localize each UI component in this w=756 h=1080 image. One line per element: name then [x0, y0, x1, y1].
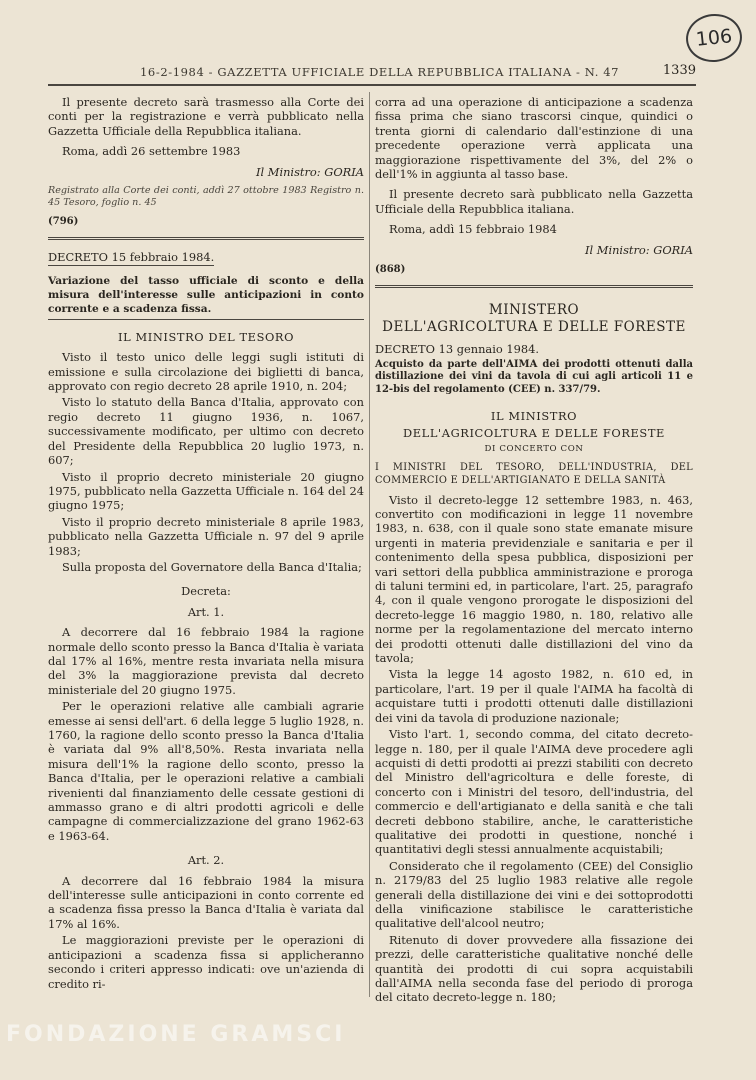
- left-column: [48, 95, 364, 993]
- article-paragraph: A decorrere dal 16 febbraio 1984 la ragione normale dello sconto presso la Banca d'Italia è variata dal 17% al 16%, mentre resta invariata nella misura del 3% la maggiorazione prevista dal decreto ministeriale del 20 giugno 1975.: [48, 625, 364, 697]
- minister-signature: Il Ministro: GORIA: [585, 242, 693, 257]
- concert-line: DI CONCERTO CON: [484, 444, 584, 455]
- header-rule: [48, 84, 696, 86]
- document-code: (796): [48, 216, 79, 228]
- premise-paragraph: Sulla proposta del Governatore della Banca d'Italia;: [62, 559, 362, 574]
- issuer-heading: IL MINISTRO: [490, 409, 578, 424]
- decree-title: Acquisto da parte dell'AIMA dei prodotti ottenuti dalla distillazione dei vini da tavola di cui agli articoli 11 e 12-bis del regolamento (CEE) n. 337/79.: [375, 358, 693, 395]
- article-paragraph: Per le operazioni relative alle cambiali agrarie emesse ai sensi dell'art. 6 della legge 5 luglio 1928, n. 1760, la ragione dello sconto presso la Banca d'Italia è variata dal 9% all'8,50%. Resta invariata nella misura dell'1% la ragione dello sconto, presso la Banca d'Italia, per le operazioni relative a cambiali rivenienti dal finanziamento delle cessate gestioni di ammasso grano e di altri prodotti agricoli e delle campagne di commercializzazione del grano 1962-63 e 1963-64.: [48, 699, 364, 843]
- issuer-heading: DELL'AGRICOLTURA E DELLE FORESTE: [403, 425, 665, 440]
- premise-paragraph: Ritenuto di dover provvedere alla fissazione dei prezzi, delle caratteristiche qualitative nonché delle quantità dei prodotti di cui sopra acquistabili dall'AIMA nella seconda fase del periodo di proroga del citato decreto-legge n. 180;: [375, 932, 693, 1005]
- decreta-heading: Decreta:: [181, 584, 231, 599]
- article-paragraph: Le maggiorazioni previste per le operazioni di anticipazioni a scadenza fissa si applicheranno secondo i criteri appresso indicati: ove un'azienda di credito ri-: [48, 933, 364, 991]
- section-separator: [375, 285, 693, 288]
- premise-paragraph: Visto il proprio decreto ministeriale 20 giugno 1975, pubblicato nella Gazzetta Ufficiale n. 164 del 24 giugno 1975;: [48, 469, 364, 513]
- date-line: Roma, addì 26 settembre 1983: [62, 144, 241, 159]
- premise-paragraph: Vista la legge 14 agosto 1982, n. 610 ed, in particolare, l'art. 19 per il quale l'AIMA ha facoltà di acquistare tutti i prodotti ottenuti dalle distillazioni dei vini da tavola di produzione nazionale;: [375, 667, 693, 725]
- decree-date: DECRETO 15 febbraio 1984.: [48, 250, 215, 265]
- issuer-heading: IL MINISTRO DEL TESORO: [117, 329, 295, 344]
- decree-date: DECRETO 13 gennaio 1984.: [375, 342, 539, 357]
- date-line: Roma, addì 15 febbraio 1984: [389, 222, 557, 237]
- header-title: 16-2-1984 - GAZZETTA UFFICIALE DELLA REPUBBLICA ITALIANA - N. 47: [140, 65, 620, 79]
- document-code: (868): [375, 264, 406, 276]
- registration-note: Registrato alla Corte dei conti, addì 27 ottobre 1983 Registro n. 45 Tesoro, foglio n. 45: [48, 185, 364, 209]
- continued-paragraph: corra ad una operazione di anticipazione a scadenza fissa prima che siano trascorsi cinque, quindici o trenta giorni di calendario dall'estinzione di una precedente operazione verrà applicata una maggiorazione rispettivamente del 3%, del 2% o dell'1% in aggiunta al tasso base.: [375, 95, 693, 182]
- premise-paragraph: Visto il decreto-legge 12 settembre 1983, n. 463, convertito con modificazioni in legge 11 novembre 1983, n. 638, con il quale sono state emanate misure urgenti in materia previdenziale e sanitaria e per il contenimento della spesa pubblica, disposizioni per vari settori della pubblica amministrazione e proroga di taluni termini ed, in particolare, l'art. 25, paragrafo 4, con il quale vengono prorogate le disposizioni del decreto-legge 16 maggio 1980, n. 180, relativo alle norme per la regolamentazione del mercato interno dei prodotti ottenuti dalle distillazioni del vino da tavola;: [375, 492, 693, 666]
- premise-paragraph: Visto il proprio decreto ministeriale 8 aprile 1983, pubblicato nella Gazzetta Ufficiale n. 97 del 9 aprile 1983;: [48, 514, 364, 558]
- right-column: [375, 95, 693, 1007]
- page-header: [48, 63, 696, 83]
- ministry-line: MINISTERO: [488, 302, 580, 319]
- column-divider: [369, 92, 370, 997]
- section-separator: [48, 237, 364, 240]
- article-paragraph: A decorrere dal 16 febbraio 1984 la misura dell'interesse sulle anticipazioni in conto corrente ed a scadenza fissa presso la Banca d'Italia è variata dal 17% al 16%.: [48, 873, 364, 931]
- decree-title: Variazione del tasso ufficiale di sconto e della misura dell'interesse sulle anticipazioni in conto corrente e a scadenza fissa.: [48, 274, 364, 320]
- premise-paragraph: Visto lo statuto della Banca d'Italia, approvato con regio decreto 11 giugno 1936, n. 1067, successivamente modificato, per ultimo con decreto del Presidente della Repubblica 20 luglio 1973, n. 607;: [48, 395, 364, 468]
- header-page-number: 1339: [662, 63, 696, 78]
- premise-paragraph: Visto l'art. 1, secondo comma, del citato decreto-legge n. 180, per il quale l'AIMA deve procedere agli acquisti di detti prodotti ai prezzi stabiliti con decreto del Ministro dell'agricoltura e delle foreste, di concerto con i Ministri del tesoro, dell'industria, del commercio e dell'artigianato e della sanità e che tali decreti debbono stabilire, anche, le caratteristiche qualitative dei prodotti in questione, nonché i quantitativi degli stessi annualmente acquistabili;: [375, 727, 693, 857]
- publish-paragraph: Il presente decreto sarà pubblicato nella Gazzetta Ufficiale della Repubblica italiana.: [375, 187, 693, 216]
- article-heading: Art. 1.: [187, 604, 225, 619]
- ministry-line: DELL'AGRICOLTURA E DELLE FORESTE: [382, 319, 686, 336]
- premise-paragraph: Considerato che il regolamento (CEE) del Consiglio n. 2179/83 del 25 luglio 1983 relative alle regole generali della distillazione dei vini e dei sottoprodotti della vinificazione stabilisce le caratteristiche qualitative dell'alcool neutro;: [375, 858, 693, 931]
- ministry-heading: [375, 302, 693, 336]
- ministers-line: I MINISTRI DEL TESORO, DELL'INDUSTRIA, DEL COMMERCIO E DELL'ARTIGIANATO E DELLA SANITÀ: [375, 461, 693, 486]
- premise-paragraph: Visto il testo unico delle leggi sugli istituti di emissione e sulla circolazione dei biglietti di banca, approvato con regio decreto 28 aprile 1910, n. 204;: [48, 350, 364, 394]
- page-number-stamp: 106: [684, 11, 745, 65]
- archive-watermark: FONDAZIONE GRAMSCI: [6, 1022, 346, 1047]
- article-heading: Art. 2.: [187, 853, 225, 868]
- intro-paragraph: Il presente decreto sarà trasmesso alla Corte dei conti per la registrazione e verrà pubblicato nella Gazzetta Ufficiale della Repubblica italiana.: [48, 95, 364, 138]
- minister-signature: Il Ministro: GORIA: [256, 164, 364, 179]
